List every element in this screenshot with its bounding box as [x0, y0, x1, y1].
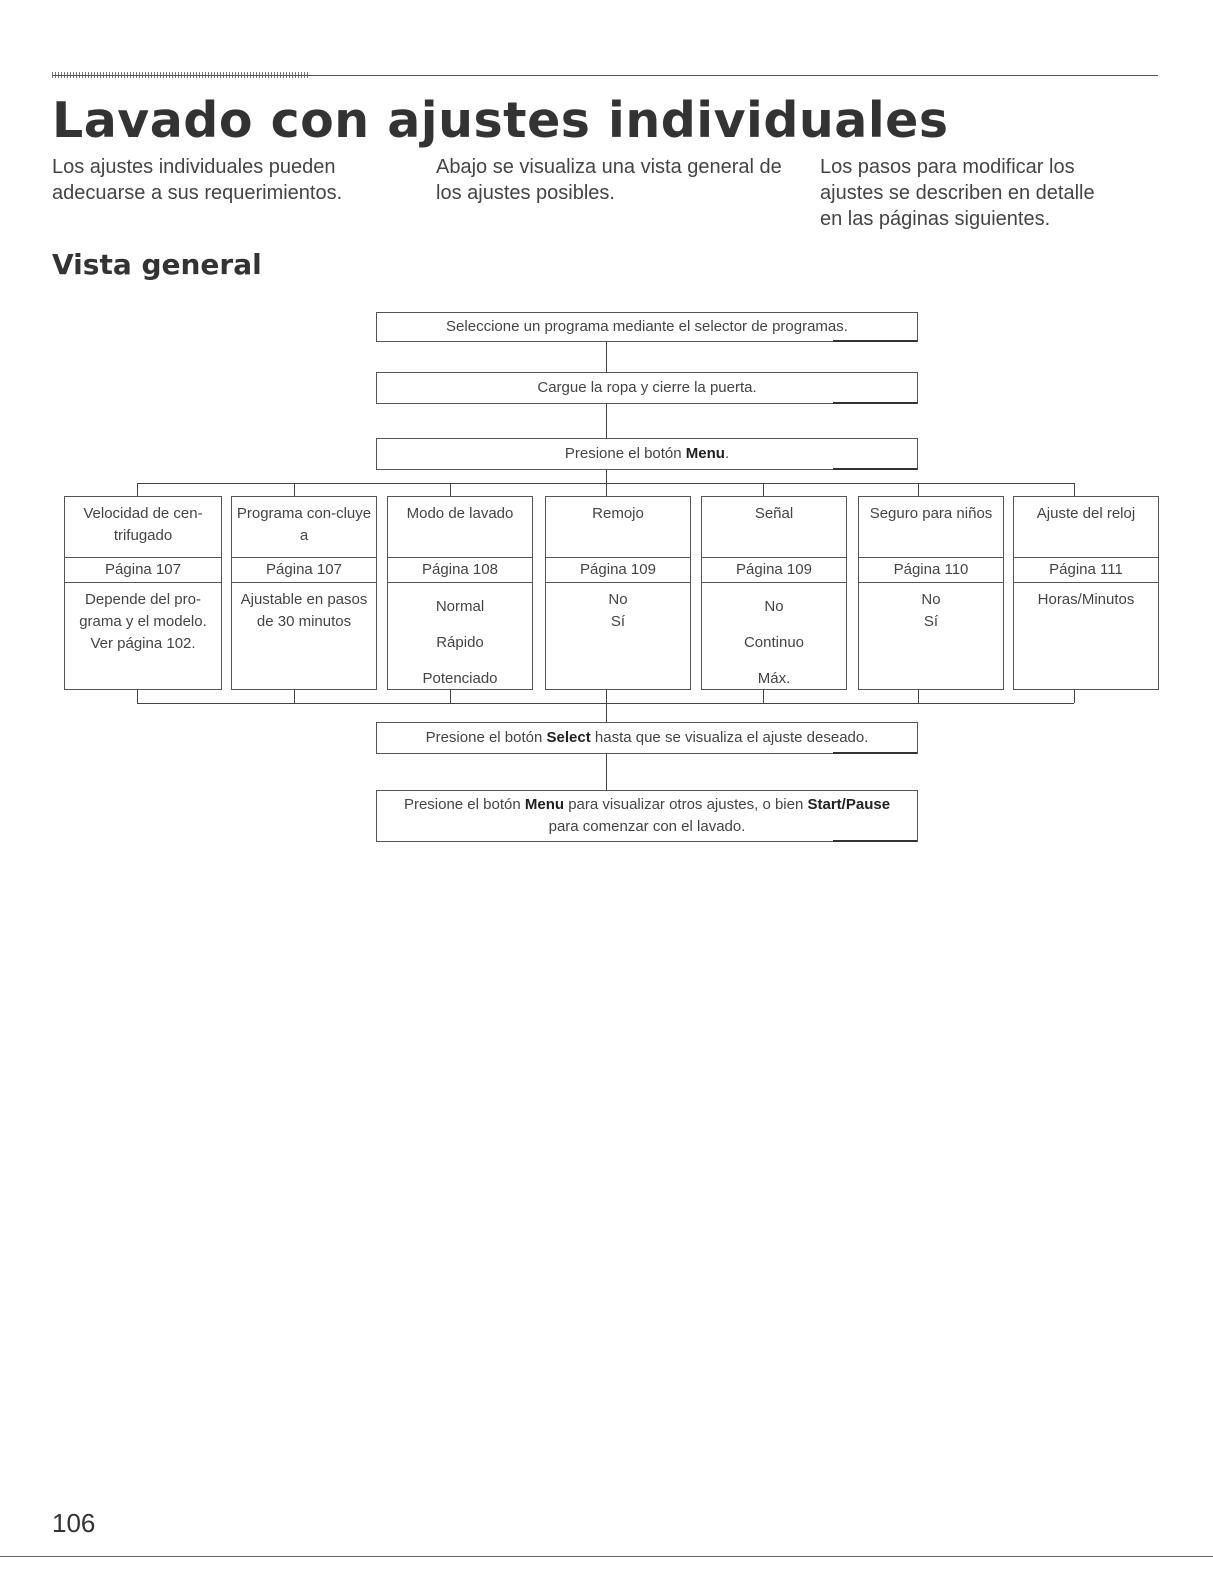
bracket-tick [918, 483, 919, 496]
start-pause-button-label: Start/Pause [807, 796, 891, 813]
flow-step-text: hasta que se visualiza el ajuste deseado. [590, 729, 869, 746]
flow-step-text: Cargue la ropa y cierre la puerta. [537, 379, 757, 396]
setting-page-ref: Página 109 [546, 557, 690, 583]
setting-column-clock [1013, 496, 1159, 690]
setting-option: Sí [923, 613, 939, 630]
flow-step-press-menu-or-start [376, 790, 918, 842]
flow-step-text: Presione el botón [403, 796, 525, 813]
setting-option: No [608, 591, 628, 608]
menu-button-label: Menu [685, 445, 725, 462]
bracket-tick [137, 483, 138, 496]
setting-option: Sí [610, 613, 626, 630]
page-title: Lavado con ajustes individuales [52, 92, 949, 149]
intro-paragraph-2: Abajo se visualiza una vista general de los ajustes posibles. [436, 156, 782, 204]
flow-step-text: Presione el botón [425, 729, 547, 746]
menu-button-label: Menu [524, 796, 565, 813]
bracket-tick [1074, 690, 1075, 703]
flow-step-load-laundry [376, 372, 918, 404]
setting-option: Continuo [743, 634, 805, 651]
bracket-tick [918, 690, 919, 703]
bracket-tick [450, 690, 451, 703]
setting-page-ref: Página 110 [859, 557, 1003, 583]
setting-option: Horas/Minutos [1037, 591, 1135, 608]
flow-connector [606, 404, 607, 438]
setting-option: No [764, 598, 784, 615]
setting-option: Ajustable en pasos [240, 591, 368, 608]
setting-option: Depende del pro-grama y el modelo. [79, 591, 207, 630]
flow-connector [606, 342, 607, 372]
setting-column-spin-speed [64, 496, 222, 690]
flow-step-text: para comenzar con el lavado. [548, 818, 746, 835]
setting-title: Velocidad de cen-trifugado [83, 505, 203, 544]
setting-title: Programa con-cluye a [236, 505, 372, 544]
setting-column-signal [701, 496, 847, 690]
setting-column-soak [545, 496, 691, 690]
setting-page-ref: Página 108 [388, 557, 532, 583]
flow-step-text: para visualizar otros ajustes, o bien [564, 796, 808, 813]
distribution-bracket-top [137, 483, 1074, 484]
bracket-tick [450, 483, 451, 496]
page-number: 106 [52, 1508, 96, 1538]
setting-option: de 30 minutos [256, 613, 352, 630]
header-rule [52, 75, 1158, 76]
bracket-tick [294, 690, 295, 703]
setting-option: Normal [435, 598, 485, 615]
select-button-label: Select [546, 729, 591, 746]
setting-page-ref: Página 111 [1014, 557, 1158, 583]
setting-option: Ver página 102. [90, 635, 196, 652]
flow-step-press-menu [376, 438, 918, 470]
setting-page-ref: Página 109 [702, 557, 846, 583]
flow-step-select-program [376, 312, 918, 342]
flow-step-text: Seleccione un programa mediante el selector de programas. [446, 318, 848, 335]
setting-column-wash-mode [387, 496, 533, 690]
flow-connector [606, 754, 607, 790]
setting-option: Potenciado [422, 670, 498, 687]
setting-option: No [921, 591, 941, 608]
flow-step-text: Presione el botón [564, 445, 686, 462]
setting-column-program-ends [231, 496, 377, 690]
intro-paragraph-3: Los pasos para modificar los ajustes se describen en detalle en las páginas siguientes. [820, 156, 1095, 230]
setting-title: Modo de lavado [406, 505, 514, 522]
setting-page-ref: Página 107 [232, 557, 376, 583]
flow-step-press-select [376, 722, 918, 754]
bracket-tick [137, 690, 138, 703]
intro-paragraph-1: Los ajustes individuales pueden adecuarse a sus requerimientos. [52, 156, 343, 204]
flow-connector [606, 690, 607, 722]
setting-title: Seguro para niños [869, 505, 993, 522]
bracket-tick [763, 483, 764, 496]
bracket-tick [763, 690, 764, 703]
bracket-tick [294, 483, 295, 496]
setting-option: Rápido [436, 634, 484, 651]
setting-page-ref: Página 107 [65, 557, 221, 583]
footer-rule [0, 1556, 1213, 1557]
setting-title: Señal [754, 505, 794, 522]
bracket-tick [1074, 483, 1075, 496]
flow-step-text: . [724, 445, 730, 462]
section-title: Vista general [52, 248, 262, 281]
setting-column-child-lock [858, 496, 1004, 690]
setting-title: Ajuste del reloj [1036, 505, 1136, 522]
setting-title: Remojo [592, 505, 644, 522]
setting-option: Máx. [757, 670, 791, 687]
